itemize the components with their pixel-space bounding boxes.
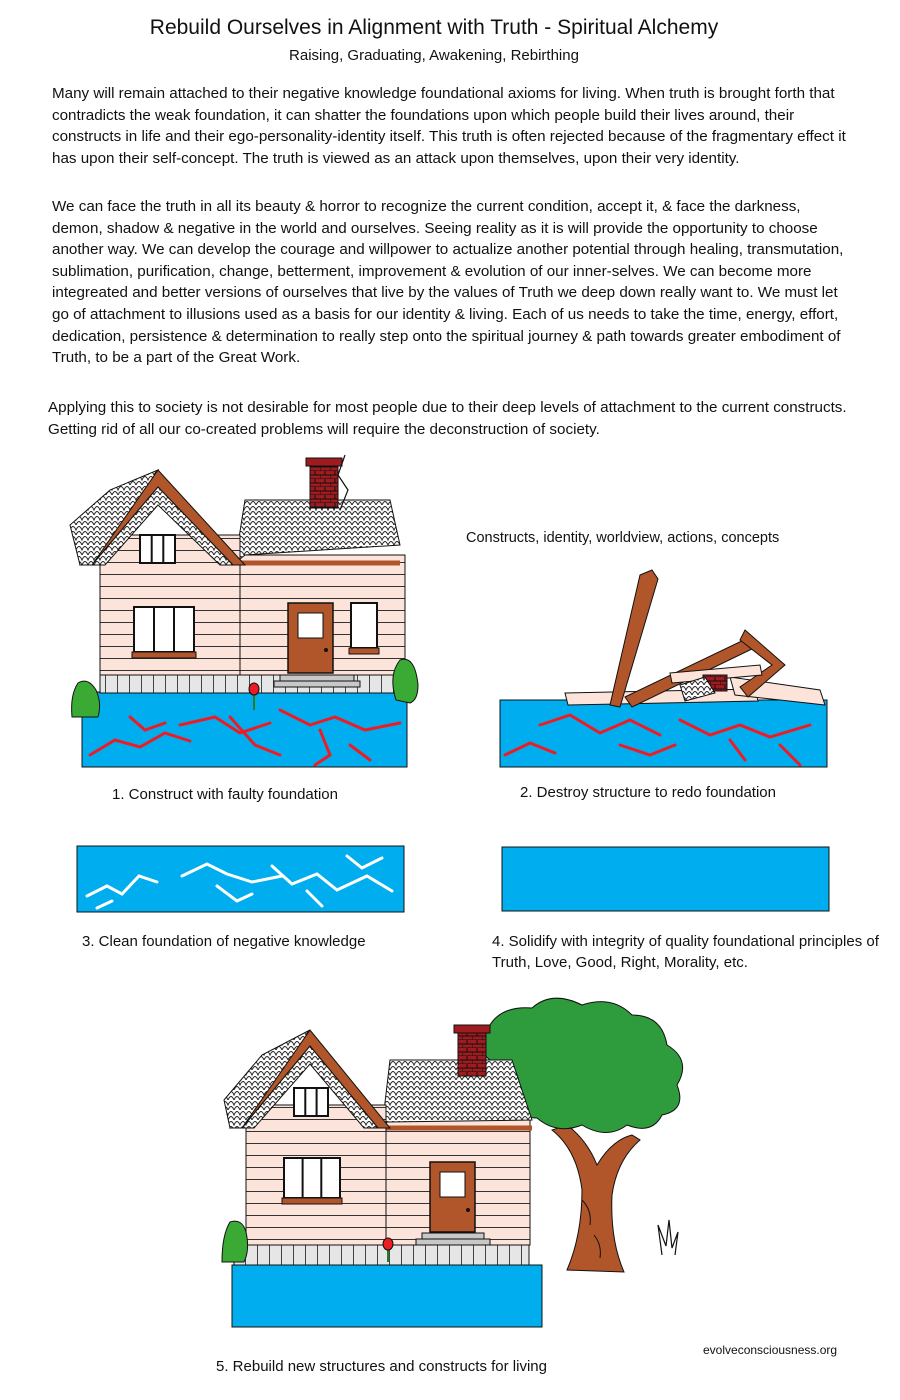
flower <box>383 1238 393 1250</box>
constructs-label: Constructs, identity, worldview, actions, concepts <box>466 530 780 546</box>
step-1-caption: 1. Construct with faulty foundation <box>112 786 338 803</box>
house-skirting <box>234 1245 529 1265</box>
step-4-caption: 4. Solidify with integrity of quality foundational principles of Truth, Love, Good, Right, Morality, etc. <box>492 933 879 971</box>
intro-paragraph-1: Many will remain attached to their negative knowledge foundational axioms for living. When truth is brought forth that contradicts the weak foundation, it can shatter the foundations upon which people build their lives around, their constructs in life and their ego-personality-identity itself. This truth is often rejected because of the fragmentary effect it has upon their self-concept. The truth is viewed as an attack upon themselves, upon their very identity. <box>52 85 846 167</box>
house-right-roof <box>382 1060 532 1128</box>
intro-paragraph-2: We can face the truth in all its beauty & horror to recognize the current condition, accept it, & face the darkness, demon, shadow & negative in the world and ourselves. Seeing reality as it is will provide the opportunity to choose another way. We can develop the courage and willpower to actualize another potential through healing, transmutation, sublimation, purification, change, betterment, improvement & evolution of our inner-selves. We can become more integreated and better versions of ourselves that live by the values of Truth we deep down really want to. We must let go of attachment to illusions used as a basis for our identity & living. Each of us needs to take the time, energy, effort, dedication, persistence & determination to really step onto the spiritual journey & path towards greater embodiment of Truth, to be a part of the Great Work. <box>52 198 844 367</box>
house-attic-window <box>140 535 175 563</box>
house-faulty-foundation-illustration <box>70 455 410 770</box>
right-bush <box>393 659 418 703</box>
left-bush <box>72 681 100 717</box>
solid-foundation-block <box>502 847 829 911</box>
solid-foundation-block <box>232 1265 542 1327</box>
step-5-caption: 5. Rebuild new structures and constructs for living <box>216 1358 547 1375</box>
cracked-foundation-block <box>82 692 407 767</box>
step-2-caption: 2. Destroy structure to redo foundation <box>520 784 776 801</box>
page-subtitle: Raising, Graduating, Awakening, Rebirthing <box>289 47 579 64</box>
left-bush <box>222 1221 248 1262</box>
rebuilt-house-illustration <box>222 1000 702 1330</box>
step-3-caption: 3. Clean foundation of negative knowledge <box>82 933 366 950</box>
house-attic-window <box>294 1088 328 1116</box>
footer-site-link[interactable]: evolveconsciousness.org <box>703 1343 838 1357</box>
page-title: Rebuild Ourselves in Alignment with Truth - Spiritual Alchemy <box>149 16 719 39</box>
flower <box>249 683 259 695</box>
house-front-steps <box>280 675 354 681</box>
house-front-steps <box>422 1233 484 1239</box>
tree-trunk <box>552 1125 640 1272</box>
house-front-window <box>134 607 194 652</box>
chimney <box>458 1028 486 1076</box>
cleaned-foundation-illustration <box>77 846 405 914</box>
house-front-window <box>284 1158 340 1198</box>
grass-tuft <box>658 1220 678 1255</box>
intro-paragraph-3: Applying this to society is not desirable for most people due to their deep levels of attachment to the current constructs. Getting rid of all our co-created problems will require the deconstruction of society. <box>48 399 847 438</box>
destroyed-structure-illustration <box>500 565 830 770</box>
solid-foundation-illustration <box>502 847 830 913</box>
house-right-roof <box>235 500 400 563</box>
chimney <box>310 460 338 508</box>
